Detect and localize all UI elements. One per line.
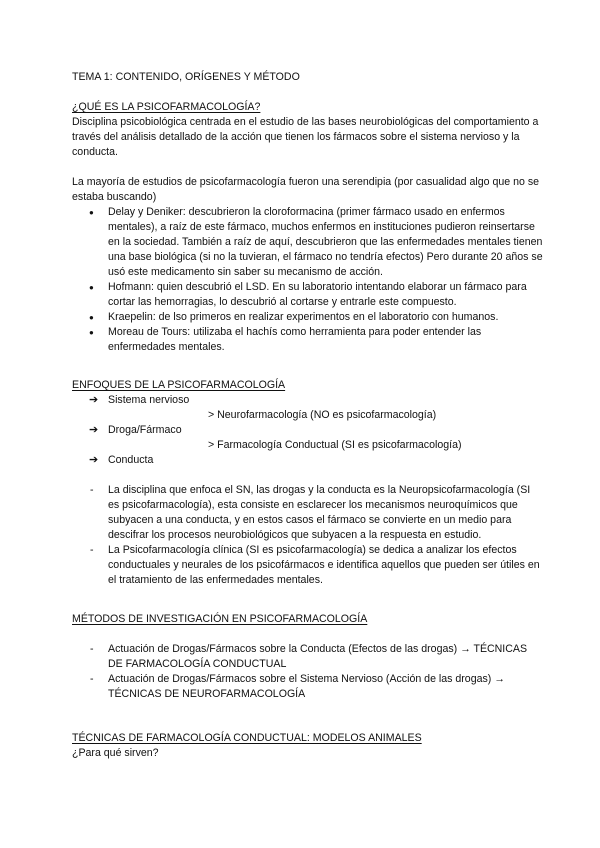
- section-heading-what-is: ¿QUÉ ES LA PSICOFARMACOLOGÍA?: [72, 101, 261, 113]
- list-item: - La disciplina que enfoca el SN, las drogas y la conducta es la Neuropsicofarmacología (SI es psicofarmacología), esta consiste en esclarecer los mecanismos neuroquímicos que subyacen a una conducta, y en estos casos el fármaco se convierte en un medio para descifrar los procesos neurobiológicos que subyacen a la respuesta en estudio.: [72, 483, 544, 543]
- document-title: TEMA 1: CONTENIDO, ORÍGENES Y MÉTODO: [72, 71, 300, 83]
- sub-item: > Farmacología Conductual (SI es psicofarmacología): [208, 439, 462, 451]
- history-bullet-list: [72, 205, 544, 355]
- list-item: ● Kraepelin: de lso primeros en realizar experimentos en el laboratorio con humanos.: [72, 310, 544, 325]
- serendipia-paragraph: La mayoría de estudios de psicofarmacología fueron una serendipia (por casualidad algo que no se estaba buscando): [72, 176, 540, 203]
- question-text: ¿Para qué sirven?: [72, 747, 159, 759]
- definition-paragraph: Disciplina psicobiológica centrada en el estudio de las bases neurobiológicas del comportamiento a través del análisis detallado de la acción que tienen los fármacos sobre el sistema nervioso y la conducta.: [72, 116, 539, 158]
- arrow-item: ➔ Sistema nervioso: [89, 394, 190, 406]
- sub-item: > Neurofarmacología (NO es psicofarmacología): [208, 409, 437, 421]
- greater-than-icon: >: [208, 439, 215, 451]
- arrow-icon: ➔: [89, 454, 99, 466]
- arrow-item: ➔ Conducta: [89, 454, 154, 466]
- list-item: - La Psicofarmacología clínica (SI es psicofarmacología) se dedica a analizar los efectos conductuales y neurales de los psicofármacos e identifica aquellos que pueden ser útiles en el tratamiento de las enfermedades mentales.: [72, 543, 544, 588]
- metodos-dash-list: [72, 642, 544, 702]
- arrow-icon: ➔: [89, 394, 99, 406]
- list-item: - Actuación de Drogas/Fármacos sobre el Sistema Nervioso (Acción de las drogas) → TÉCNICAS DE NEUROFARMACOLOGÍA: [72, 672, 544, 702]
- section-heading-tecnicas: TÉCNICAS DE FARMACOLOGÍA CONDUCTUAL: MODELOS ANIMALES: [72, 732, 422, 744]
- section-heading-enfoques: ENFOQUES DE LA PSICOFARMACOLOGÍA: [72, 379, 286, 391]
- list-item: ● Hofmann: quien descubrió el LSD. En su laboratorio intentando elaborar un fármaco para cortar las hemorragias, lo descubrió al cortarse y entrarle este compuesto.: [72, 280, 544, 310]
- enfoques-dash-list: [72, 483, 544, 588]
- section-heading-metodos: MÉTODOS DE INVESTIGACIÓN EN PSICOFARMACOLOGÍA: [72, 613, 368, 625]
- list-item: ● Delay y Deniker: descubrieron la cloroformacina (primer fármaco usado en enfermos mentales), a raíz de este fármaco, muchos enfermos en instituciones pudieron reinsertarse en la sociedad. También a raíz de aquí, descubrieron que las enfermedades mentales tienen una base biológica (si no la tuvieran, el fármaco no tendría efectos) Pero durante 20 años se usó este medicamento sin saber su mecanismo de acción.: [72, 205, 544, 280]
- arrow-item: ➔ Droga/Fármaco: [89, 424, 182, 436]
- list-item: ● Moreau de Tours: utilizaba el hachís como herramienta para poder entender las enfermedades mentales.: [72, 325, 544, 355]
- greater-than-icon: >: [208, 409, 215, 421]
- arrow-icon: ➔: [89, 424, 99, 436]
- list-item: - Actuación de Drogas/Fármacos sobre la Conducta (Efectos de las drogas) → TÉCNICAS DE FARMACOLOGÍA CONDUCTUAL: [72, 642, 544, 672]
- enfoques-diagram: [72, 393, 544, 468]
